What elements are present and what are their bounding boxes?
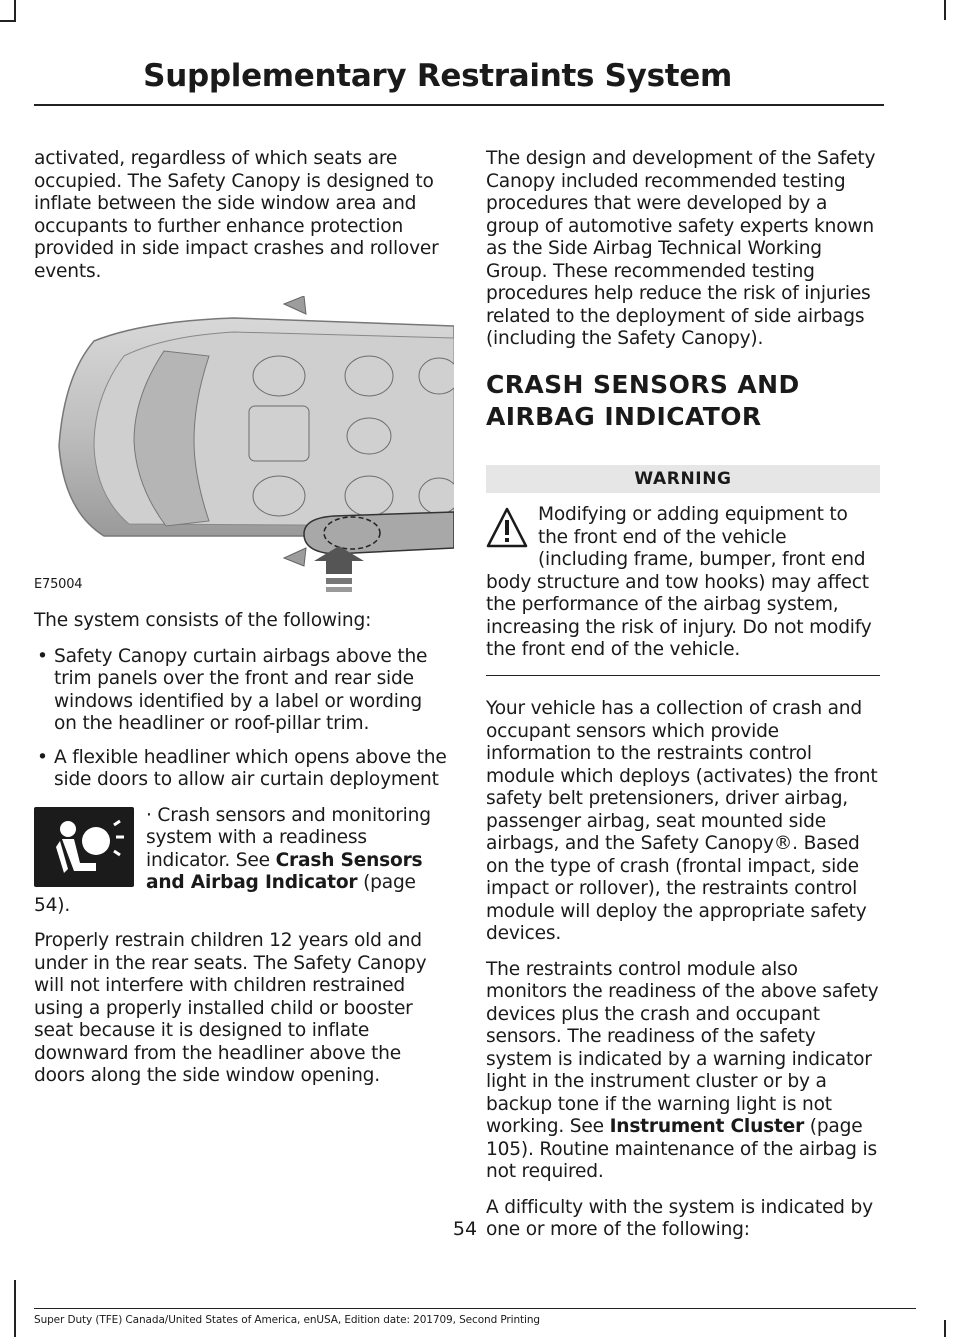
safety-canopy-figure — [34, 296, 454, 596]
child-restraint-paragraph: Properly restrain children 12 years old and under in the rear seats. The Safety Canopy will not interfere with children restrained using a properly installed child or booster seat because it is designed to inflate downward from the headliner above the doors along the side window opening. — [34, 930, 427, 1086]
section-heading-line2: AIRBAG INDICATOR — [486, 401, 762, 431]
crop-mark-top-left — [14, 0, 16, 20]
airbag-warning-icon — [34, 807, 134, 887]
page-reference: (page 54). — [34, 872, 416, 916]
warning-divider — [486, 675, 880, 677]
warning-label: WARNING — [486, 465, 880, 494]
design-paragraph: The design and development of the Safety Canopy included recommended testing procedures that were developed by a group of automotive safety experts known as the Side Airbag Technical Working Group. These recommended testing procedures help reduce the risk of injuries related to the deployment of side airbags (including the Safety Canopy). — [486, 148, 876, 349]
crash-sensor-text: · Crash sensors and monitoring system with a readiness indicator. See — [146, 804, 431, 871]
instrument-cluster-link[interactable]: Instrument Cluster — [609, 1116, 805, 1137]
header-divider — [34, 104, 884, 106]
warning-body — [486, 504, 880, 662]
crop-mark-bottom-right — [944, 1320, 946, 1337]
left-column — [34, 148, 448, 1101]
page-number: 54 — [452, 1218, 478, 1240]
figure-code: E75004 — [34, 576, 83, 592]
bullet-marker: • — [37, 746, 48, 768]
system-list-intro: The system consists of the following: — [34, 610, 372, 631]
page-header-title: Supplementary Restraints System — [143, 58, 732, 94]
difficulty-paragraph: A difficulty with the system is indicated by one or more of the following: — [486, 1196, 873, 1240]
bullet-marker: • — [37, 645, 48, 667]
list-item — [34, 747, 448, 792]
crop-mark-top-right — [944, 0, 946, 20]
list-item — [34, 646, 448, 736]
system-components-list — [34, 646, 448, 792]
warning-box — [486, 465, 880, 677]
section-heading — [486, 369, 880, 433]
crash-sensor-item — [34, 805, 448, 918]
car-airbag-illustration — [34, 296, 454, 596]
section-heading-line1: CRASH SENSORS AND — [486, 369, 800, 399]
right-column — [486, 148, 880, 1255]
sensors-paragraph: Your vehicle has a collection of crash and occupant sensors which provide information to the restraints control module which deploys (activates) the front safety belt pretensioners, driver airbag, passenger airbag, seat mounted side airbags, and the Safety Canopy®. Based on the type of crash (frontal impact, side impact or rollover), the restraints control module will deploy the appropriate safety devices. — [486, 698, 878, 944]
intro-paragraph: activated, regardless of which seats are occupied. The Safety Canopy is designed to inflate between the side window area and occupants to further enhance protection provided in side impact crashes and rollover events. — [34, 148, 439, 282]
warning-triangle-icon — [486, 506, 528, 550]
readiness-paragraph — [486, 959, 880, 1184]
list-item-text: Safety Canopy curtain airbags above the trim panels over the front and rear side windows identified by a label or wording on the headliner or roof-pillar trim. — [54, 645, 428, 734]
readiness-text: The restraints control module also monitors the readiness of the above safety devices plus the crash and occupant sensors. The readiness of the safety system is indicated by a warning indicator light in the instrument cluster or by a backup tone if the warning light is not working. See — [486, 958, 879, 1137]
list-item-text: A flexible headliner which opens above the side doors to allow air curtain deployment — [54, 746, 447, 790]
edition-footer: Super Duty (TFE) Canada/United States of America, enUSA, Edition date: 201709, Second Printing — [34, 1314, 540, 1326]
crop-mark-bottom-left — [14, 1280, 16, 1337]
footer-divider — [34, 1308, 916, 1309]
warning-text: Modifying or adding equipment to the front end of the vehicle (including frame, bumper, front end body structure and tow hooks) may affect the performance of the airbag system, increasing the risk of injury. Do not modify the front end of the vehicle. — [486, 504, 872, 660]
readiness-tail: (page 105). Routine maintenance of the airbag is not required. — [486, 1116, 877, 1182]
crash-sensors-link[interactable]: Crash Sensors and Airbag Indicator — [146, 849, 423, 893]
crop-mark-top-left-h — [0, 20, 16, 22]
